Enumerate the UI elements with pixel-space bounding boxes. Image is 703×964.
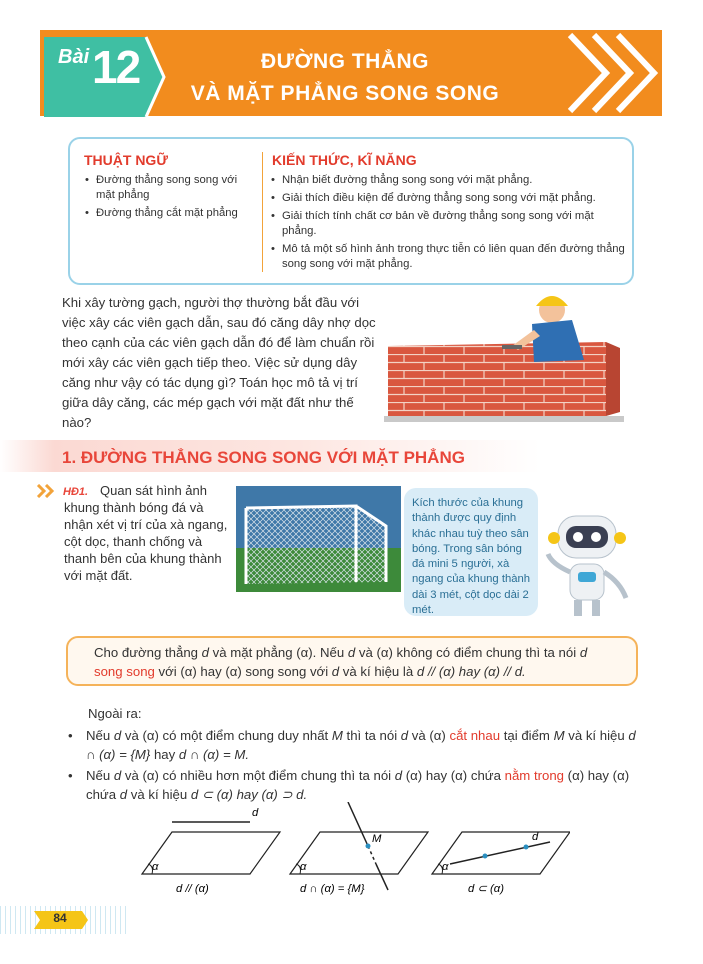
- fig2-alpha: α: [300, 861, 307, 873]
- b-var: d: [400, 728, 409, 743]
- b-var: d: [113, 768, 122, 783]
- arrow-icon: [36, 484, 58, 498]
- goal-frame-image: [236, 486, 401, 592]
- brick-wall-illustration: [384, 290, 654, 428]
- hd1-body: Quan sát hình ảnh khung thành bóng đá và nhận xét vị trí của xà ngang, cột dọc, thanh chống và thanh bên của khung thành với mặt đất.: [64, 483, 228, 583]
- terms-list: [84, 173, 256, 224]
- intro-paragraph: Khi xây tường gạch, người thợ thường bắt đầu với việc xây các viên gạch dẫn, sau đó căng dây nhợ dọc theo cạnh của các viên gạch dẫn đó để làm chuẩn rồi mới xây các viên gạch tiếp theo. Việc sử dụng dây căng như vậy có tác dụng gì? Toán học mô tả vị trí giữa dây căng, các mép gạch với mặt đất như thế nào?: [62, 295, 376, 430]
- b-var: d ∩ (α) = {M}: [86, 728, 636, 762]
- figure-intersect: [290, 802, 428, 895]
- skills-list: [270, 173, 628, 275]
- hd1-text: [64, 482, 229, 584]
- b-highlight: nằm trong: [504, 768, 565, 783]
- def-part: và kí hiệu là: [339, 663, 417, 679]
- lesson-number: 12: [92, 41, 140, 93]
- def-part: Cho đường thẳng: [94, 645, 202, 660]
- chevron-decoration-icon: [560, 30, 662, 116]
- position-figures: [140, 802, 570, 898]
- list-item: • Nhận biết đường thẳng song song với mặt phẳng.: [270, 173, 628, 188]
- divider: [262, 152, 263, 272]
- fig2-M: M: [372, 833, 382, 845]
- robot-mascot-icon: [540, 512, 640, 622]
- lesson-title-line1: ĐƯỜNG THẲNG: [261, 50, 429, 73]
- b-part: Nếu: [86, 768, 114, 783]
- def-highlight: song song: [94, 663, 155, 679]
- fig1-d: d: [252, 807, 259, 819]
- list-item: • Đường thẳng song song với mặt phẳng: [84, 173, 256, 203]
- b-var: d: [119, 787, 128, 802]
- lesson-word: Bài: [58, 46, 90, 68]
- b-part: và kí hiệu: [564, 728, 629, 743]
- fig1-alpha: α: [152, 861, 159, 873]
- list-item: • Giải thích điều kiện để đường thẳng song song với mặt phẳng.: [270, 191, 628, 206]
- b-var: M: [553, 728, 565, 743]
- b-part: và kí hiệu: [127, 787, 191, 802]
- fig1-caption: d // (α): [176, 883, 209, 895]
- b-part: và (α): [408, 728, 450, 743]
- b-part: (α) hay (α) chứa: [402, 768, 505, 783]
- def-notation: d // (α) hay (α) // d.: [416, 663, 526, 679]
- fig3-caption: d ⊂ (α): [468, 883, 504, 895]
- def-var: d: [347, 645, 356, 660]
- b-var: d: [113, 728, 122, 743]
- fig2-caption: d ∩ (α) = {M}: [300, 883, 365, 895]
- b-part: hay: [150, 747, 179, 762]
- b-part: (α) hay (α) chứa: [86, 768, 630, 802]
- definition-text: [94, 644, 634, 681]
- besides-label: Ngoài ra:: [88, 706, 142, 721]
- list-item: • Giải thích tính chất cơ bản về đường thẳng song song với mặt phẳng.: [270, 209, 628, 239]
- page-number: 84: [53, 911, 67, 925]
- list-item: • Đường thẳng cắt mặt phẳng: [84, 206, 256, 221]
- hd1-label: HĐ1.: [63, 486, 89, 498]
- b-var: d ∩ (α) = M.: [178, 747, 249, 762]
- robot-note-text: Kích thước của khung thành được quy định khác nhau tuỳ theo sân bóng. Trong sân bóng đá mini 5 người, xà ngang của khung thành dài 3 mét, cột dọc dài 2 mét.: [412, 497, 531, 617]
- b-part: và (α) có nhiều hơn một điểm chung thì ta nói: [121, 768, 395, 783]
- terms-heading: THUẬT NGỮ: [84, 152, 168, 168]
- bullet-contained: [68, 766, 640, 804]
- b-part: thì ta nói: [342, 728, 401, 743]
- b-highlight: cắt nhau: [449, 728, 501, 743]
- b-var: d: [394, 768, 403, 783]
- def-var: d: [331, 663, 340, 679]
- figure-parallel: [142, 807, 280, 895]
- def-var: d: [579, 645, 588, 660]
- b-var: d ⊂ (α) hay (α) ⊃ d.: [190, 787, 308, 802]
- fig3-alpha: α: [442, 861, 449, 873]
- b-part: Nếu: [86, 728, 114, 743]
- fig3-d: d: [532, 831, 539, 843]
- lesson-title-line2: VÀ MẶT PHẲNG SONG SONG: [190, 82, 500, 105]
- b-part: và (α) có một điểm chung duy nhất: [121, 728, 332, 743]
- def-part: với (α) hay (α) song song với: [154, 663, 332, 679]
- def-var: d: [201, 645, 210, 660]
- def-part: và mặt phẳng (α). Nếu: [209, 645, 348, 660]
- skills-heading: KIẾN THỨC, KĨ NĂNG: [272, 152, 417, 168]
- b-var: M: [331, 728, 343, 743]
- list-item: • Mô tả một số hình ảnh trong thực tiễn có liên quan đến đường thẳng song song với mặt phẳng.: [270, 242, 628, 272]
- figure-contained: [432, 831, 570, 895]
- bullet-intersect: [68, 726, 640, 764]
- def-part: và (α) không có điểm chung thì ta nói: [355, 645, 580, 660]
- section-title: 1. ĐƯỜNG THẲNG SONG SONG VỚI MẶT PHẲNG: [62, 448, 465, 467]
- b-part: tại điểm: [500, 728, 554, 743]
